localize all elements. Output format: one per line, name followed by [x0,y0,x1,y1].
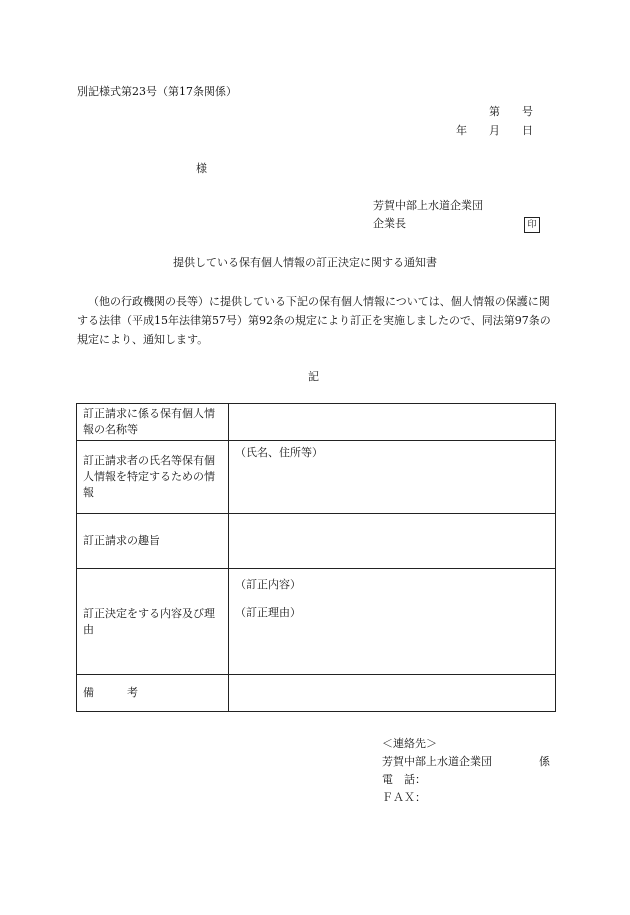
contact-heading: ＜連絡先＞ [382,737,437,750]
contact-phone-label: 電 話： [382,773,426,786]
document-number: 第 号 [489,105,533,118]
seal-mark: 印 [524,217,540,233]
correction-reason-label: （訂正理由） [235,606,301,619]
correction-content-label: （訂正内容） [235,578,301,591]
document-date: 年 月 日 [456,124,533,137]
row-label: 訂正請求の趣旨 [77,514,229,569]
details-table [76,403,556,712]
row-label: 訂正請求者の氏名等保有個人情報を特定するための情報 [77,441,229,514]
row-label: 備 考 [77,675,229,712]
contact-section-suffix: 係 [539,755,550,768]
addressee-suffix: 様 [196,162,207,175]
ki-heading: 記 [308,370,319,383]
contact-organization: 芳賀中部上水道企業団 [382,755,492,768]
table-row [77,441,556,514]
table-row [77,675,556,712]
row-value [229,404,556,441]
table-row [77,514,556,569]
body-paragraph: （他の行政機関の長等）に提供している下記の保有個人情報については、個人情報の保護に関する法律（平成15年法律第57号）第92条の規定により訂正を実施しましたので、同法第97条の規定により、通知します。 [77,295,551,346]
row-label: 訂正請求に係る保有個人情報の名称等 [77,404,229,441]
row-value [229,569,556,675]
row-value [229,514,556,569]
row-value [229,675,556,712]
table-row [77,404,556,441]
row-value: （氏名、住所等） [229,441,556,514]
table-row [77,569,556,675]
contact-fax-label: ＦＡＸ： [382,791,426,804]
row-label: 訂正決定をする内容及び理由 [77,569,229,675]
form-reference: 別記様式第23号（第17条関係） [77,85,237,98]
sender-title: 企業長 [373,217,406,230]
sender-organization: 芳賀中部上水道企業団 [373,199,483,212]
document-title: 提供している保有個人情報の訂正決定に関する通知書 [173,256,437,269]
